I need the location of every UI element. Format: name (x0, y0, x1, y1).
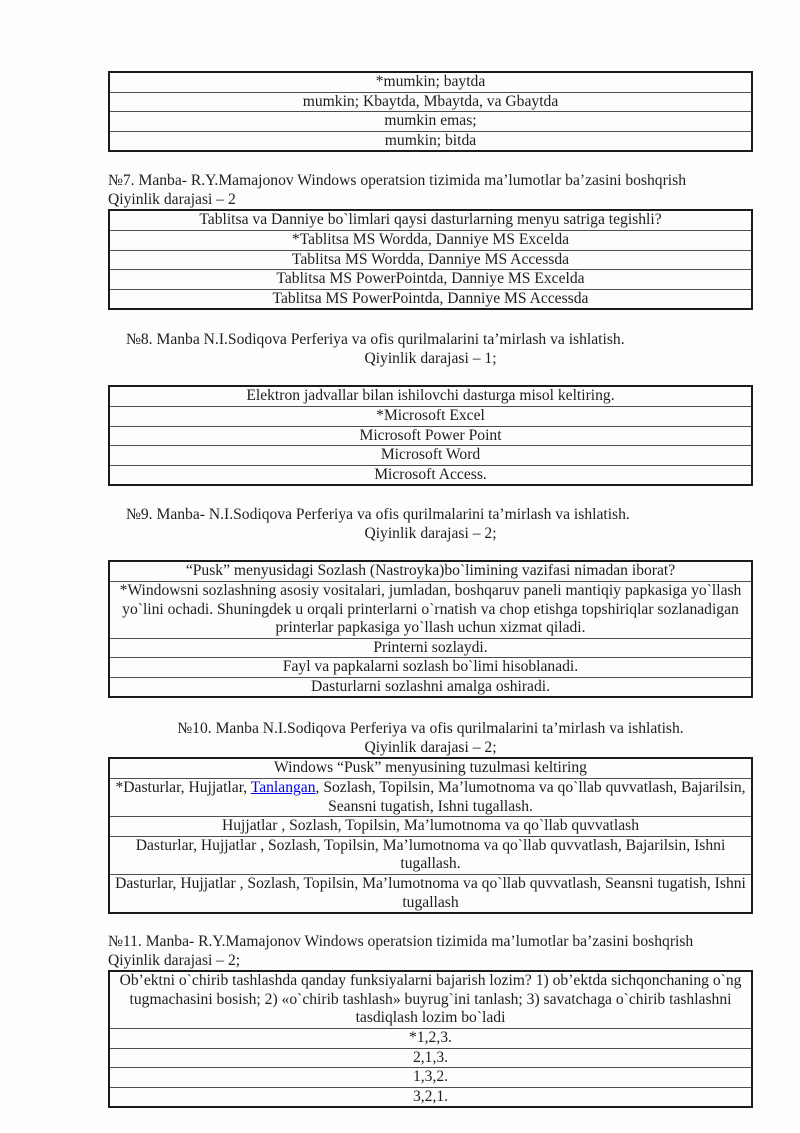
table-row (109, 72, 752, 92)
answer-cell: Printerni sozlaydi. (109, 638, 752, 658)
question-9-heading (108, 505, 753, 543)
answer-cell: Tablitsa MS Wordda, Danniye MS Accessda (109, 250, 752, 270)
correct-answer-cell: *Windowsni sozlashning asosiy vositalari, jumladan, boshqaruv paneli mantiqiy papkasiga yo`llash yo`lini ochadi. Shuningdek u orqali printerlarni o`rnatish va chop etishga topshiriqlar sozlanadigan printerlar papkasiga yo`llash uchun xizmat qiladi. (109, 581, 752, 638)
answer-cell: Microsoft Power Point (109, 426, 752, 446)
table-row (109, 112, 752, 132)
table-row (109, 131, 752, 151)
correct-answer-cell: *Microsoft Excel (109, 406, 752, 426)
answer-text-suffix: , Sozlash, Topilsin, Ma’lumotnoma va qo`llab quvvatlash, Bajarilsin, Seansni tugatish, Ishni tugallash. (315, 779, 746, 815)
question-10-title: №10. Manba N.I.Sodiqova Perferiya va ofis qurilmalarini ta’mirlash va ishlatish. (177, 720, 684, 738)
table-row (109, 758, 752, 778)
table-row (109, 446, 752, 466)
question-11-title: №11. Manba- R.Y.Mamajonov Windows operatsion tizimida ma’lumotlar ba’zasini boshqrish (108, 933, 694, 951)
correct-answer-cell: *mumkin; baytda (109, 72, 752, 92)
table-row (109, 289, 752, 309)
answer-cell: 3,2,1. (109, 1087, 752, 1107)
table-row (109, 426, 752, 446)
tanlangan-link[interactable]: Tanlangan (250, 779, 316, 797)
table-row (109, 779, 752, 817)
table-row (109, 581, 752, 638)
question-8-title: №8. Manba N.I.Sodiqova Perferiya va ofis qurilmalarini ta’mirlash va ishlatish. (126, 331, 625, 349)
question-7-heading (108, 171, 753, 209)
answer-cell: Hujjatlar , Sozlash, Topilsin, Ma’lumotnoma va qo`llab quvvatlash (109, 817, 752, 837)
question-9-difficulty: Qiyinlik darajasi – 2; (364, 525, 497, 543)
answer-cell: Microsoft Access. (109, 465, 752, 485)
question-cell: Tablitsa va Danniye bo`limlari qaysi dasturlarning menyu satriga tegishli? (109, 210, 752, 230)
table-row (109, 1068, 752, 1088)
answer-cell: Tablitsa MS PowerPointda, Danniye MS Excelda (109, 270, 752, 290)
question-11-table (108, 970, 753, 1108)
answer-cell: Fayl va papkalarni sozlash bo`limi hisoblanadi. (109, 658, 752, 678)
answer-cell: Tablitsa MS PowerPointda, Danniye MS Accessda (109, 289, 752, 309)
answer-text-prefix: *Dasturlar, Hujjatlar, (115, 779, 251, 797)
table-row (109, 1048, 752, 1068)
correct-answer-cell: *Tablitsa MS Wordda, Danniye MS Excelda (109, 230, 752, 250)
answer-cell: mumkin; Kbaytda, Mbaytda, va Gbaytda (109, 92, 752, 112)
correct-answer-cell (109, 779, 752, 817)
answer-cell: Dasturlarni sozlashni amalga oshiradi. (109, 677, 752, 697)
answer-cell: 1,3,2. (109, 1068, 752, 1088)
table-row (109, 1029, 752, 1049)
question-7-title: №7. Manba- R.Y.Mamajonov Windows operatsion tizimida ma’lumotlar ba’zasini boshqrish (108, 172, 686, 190)
table-row (109, 92, 752, 112)
question-9-title: №9. Manba- N.I.Sodiqova Perferiya va ofis qurilmalarini ta’mirlash va ishlatish. (126, 506, 630, 524)
question-8-difficulty: Qiyinlik darajasi – 1; (364, 350, 497, 368)
question-cell: Windows “Pusk” menyusining tuzulmasi keltiring (109, 758, 752, 778)
table-row (109, 638, 752, 658)
answer-cell: 2,1,3. (109, 1048, 752, 1068)
question-10-table (108, 757, 753, 914)
question-8-table (108, 385, 753, 486)
table-row (109, 677, 752, 697)
table-row (109, 406, 752, 426)
question-9-table (108, 560, 753, 698)
question-11-heading (108, 932, 753, 970)
table-row (109, 465, 752, 485)
table-row (109, 836, 752, 874)
question-11-difficulty: Qiyinlik darajasi – 2; (108, 952, 241, 970)
question-cell: Elektron jadvallar bilan ishilovchi dasturga misol keltiring. (109, 386, 752, 406)
question-8-heading (108, 330, 753, 368)
question-cell: Ob’ektni o`chirib tashlashda qanday funksiyalarni bajarish lozim? 1) ob’ektda sichqonchaning o`ng tugmachasini bosish; 2) «o`chirib tashlash» buyrug`ini tanlash; 3) savatchaga o`chirib tashlashni tasdiqlash lozim bo`ladi (109, 971, 752, 1028)
table-row (109, 658, 752, 678)
table-row (109, 270, 752, 290)
table-row (109, 561, 752, 581)
answer-cell: Dasturlar, Hujjatlar , Sozlash, Topilsin, Ma’lumotnoma va qo`llab quvvatlash, Bajarilsin, Ishni tugallash. (109, 836, 752, 874)
answer-cell: Microsoft Word (109, 446, 752, 466)
question-10-heading (108, 719, 753, 757)
question-cell: “Pusk” menyusidagi Sozlash (Nastroyka)bo`limining vazifasi nimadan iborat? (109, 561, 752, 581)
answer-cell: mumkin emas; (109, 112, 752, 132)
table-row (109, 875, 752, 914)
table-row (109, 971, 752, 1028)
table-row (109, 1087, 752, 1107)
question-7-table (108, 209, 753, 310)
table-row (109, 386, 752, 406)
question-10-difficulty: Qiyinlik darajasi – 2; (364, 739, 497, 757)
table-row (109, 817, 752, 837)
question-6-answers-table (108, 71, 753, 152)
table-row (109, 250, 752, 270)
question-7-difficulty: Qiyinlik darajasi – 2 (108, 191, 236, 209)
correct-answer-cell: *1,2,3. (109, 1029, 752, 1049)
answer-cell: Dasturlar, Hujjatlar , Sozlash, Topilsin, Ma’lumotnoma va qo`llab quvvatlash, Seansni tugatish, Ishni tugallash (109, 875, 752, 914)
answer-cell: mumkin; bitda (109, 131, 752, 151)
table-row (109, 210, 752, 230)
table-row (109, 230, 752, 250)
page-content (108, 71, 753, 1108)
